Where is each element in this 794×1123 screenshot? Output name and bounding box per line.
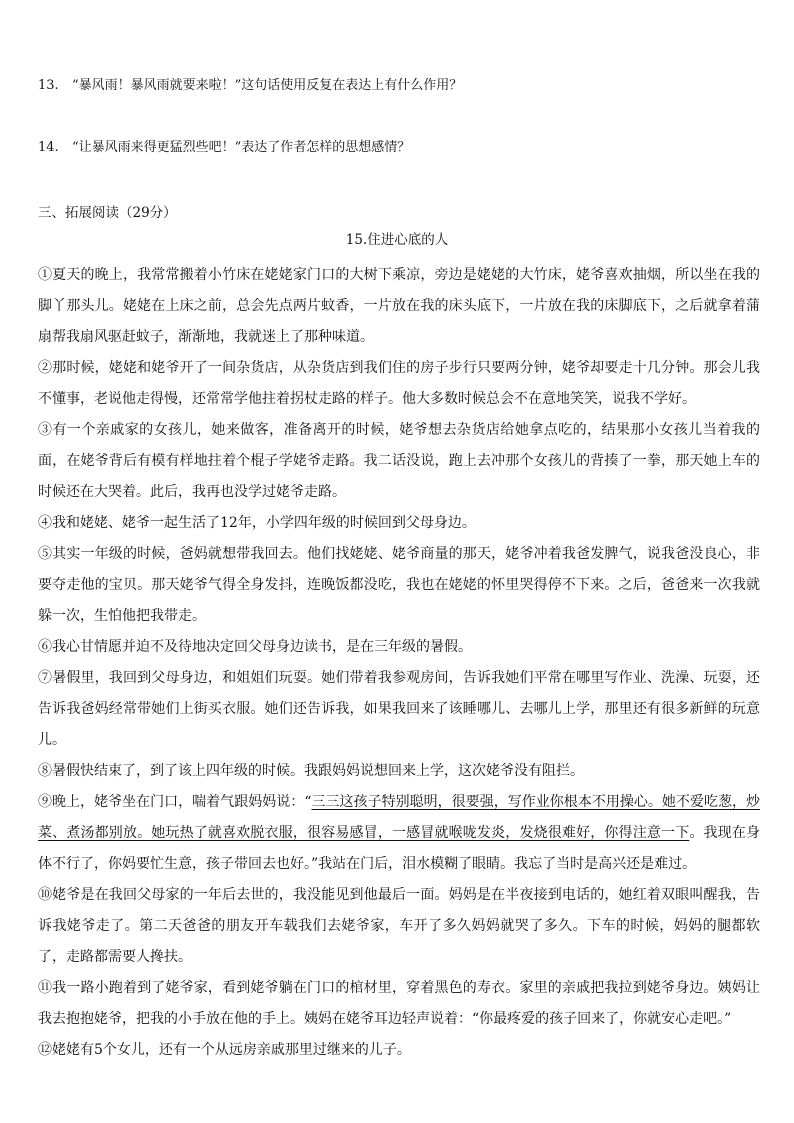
question-14 <box>38 139 410 157</box>
question-text: “暴风雨！暴风雨就要来啦！”这句话使用反复在表达上有什么作用？ <box>72 78 463 93</box>
paragraph-9-end: 。我现在身体不行了，你妈要忙生意，孩子带回去也好。”我站在门后，泪水模糊了眼睛。我忘了当时是高兴还是难过。 <box>38 825 760 872</box>
paragraph-6: ⑥我心甘情愿并迫不及待地决定回父母身边读书，是在三年级的暑假。 <box>38 639 472 655</box>
question-text: “让暴风雨来得更猛烈些吧！”表达了作者怎样的思想感情？ <box>72 140 411 155</box>
section-heading: 三、拓展阅读（29分） <box>38 205 177 221</box>
passage-body <box>38 260 760 1066</box>
question-number: 13. <box>38 78 59 93</box>
paragraph-1: ①夏天的晚上，我常常搬着小竹床在姥姥家门口的大树下乘凉，旁边是姥姥的大竹床，姥爷喜欢抽烟，所以坐在我的脚丫那头儿。姥姥在上床之前，总会先点两片蚊香，一片放在我的床头底下，一片放在我的床脚底下，之后就拿着蒲扇帮我扇风驱赶蚊子，渐渐地，我就迷上了那种味道。 <box>38 267 760 345</box>
paragraph-5: ⑤其实一年级的时候，爸妈就想带我回去。他们找姥姥、姥爷商量的那天，姥爷冲着我爸发脾气，说我爸没良心，非要夺走他的宝贝。那天姥爷气得全身发抖，连晚饭都没吃，我也在姥姥的怀里哭得停不下来。之后，爸爸来一次我就躲一次，生怕他把我带走。 <box>38 546 760 624</box>
paragraph-9-start: ⑨晚上，姥爷坐在门口，喘着气跟妈妈说：“ <box>38 794 312 810</box>
paragraph-8: ⑧暑假快结束了，到了该上四年级的时候。我跟妈妈说想回来上学，这次姥爷没有阻拦。 <box>38 763 584 779</box>
paragraph-4: ④我和姥姥、姥爷一起生活了12年，小学四年级的时候回到父母身边。 <box>38 515 476 531</box>
question-13 <box>38 77 462 95</box>
paragraph-7: ⑦暑假里，我回到父母身边，和姐姐们玩耍。她们带着我参观房间，告诉我她们平常在哪里写作业、洗澡、玩耍，还告诉我爸妈经常带她们上街买衣服。她们还告诉我，如果我回来了该睡哪儿、去哪儿上学，那里还有很多新鲜的玩意儿。 <box>38 670 760 748</box>
paragraph-12: ⑫姥姥有5个女儿，还有一个从远房亲戚那里过继来的儿子。 <box>38 1042 411 1058</box>
question-number: 14. <box>38 140 59 155</box>
paragraph-2: ②那时候，姥姥和姥爷开了一间杂货店，从杂货店到我们住的房子步行只要两分钟，姥爷却要走十几分钟。那会儿我不懂事，老说他走得慢，还常常学他拄着拐杖走路的样子。他大多数时候总会不在意地笑笑，说我不学好。 <box>38 360 760 407</box>
paragraph-10: ⑩姥爷是在我回父母家的一年后去世的，我没能见到他最后一面。妈妈是在半夜接到电话的，她红着双眼叫醒我，告诉我姥爷走了。第二天爸爸的朋友开车载我们去姥爷家，车开了多久妈妈就哭了多久。下车的时候，妈妈的腿都软了，走路都需要人搀扶。 <box>38 887 760 965</box>
paragraph-3: ③有一个亲戚家的女孩儿，她来做客，准备离开的时候，姥爷想去杂货店给她拿点吃的，结果那小女孩儿当着我的面，在姥爷背后有模有样地拄着个棍子学姥爷走路。我二话没说，跑上去冲那个女孩儿的背揍了一拳，那天她上车的时候还在大哭着。此后，我再也没学过姥爷走路。 <box>38 422 760 500</box>
paragraph-9 <box>38 787 760 880</box>
underlined-quote: 三三这孩子特别聪明，很要强，写作业你根本不用操心。她不爱吃葱，炒菜、煮汤都别放。她玩热了就喜欢脱衣服，很容易感冒，一感冒就喉咙发炎，发烧很难好，你得注意一下 <box>38 794 761 841</box>
passage-title: 15.住进心底的人 <box>345 232 449 248</box>
paragraph-11: ⑪我一路小跑着到了姥爷家，看到姥爷躺在门口的棺材里，穿着黑色的寿衣。家里的亲戚把我拉到姥爷身边。姨妈让我去抱抱姥爷，把我的小手放在他的手上。姨妈在姥爷耳边轻声说着：“你最疼爱的孩子回来了，你就安心走吧。” <box>38 980 760 1027</box>
